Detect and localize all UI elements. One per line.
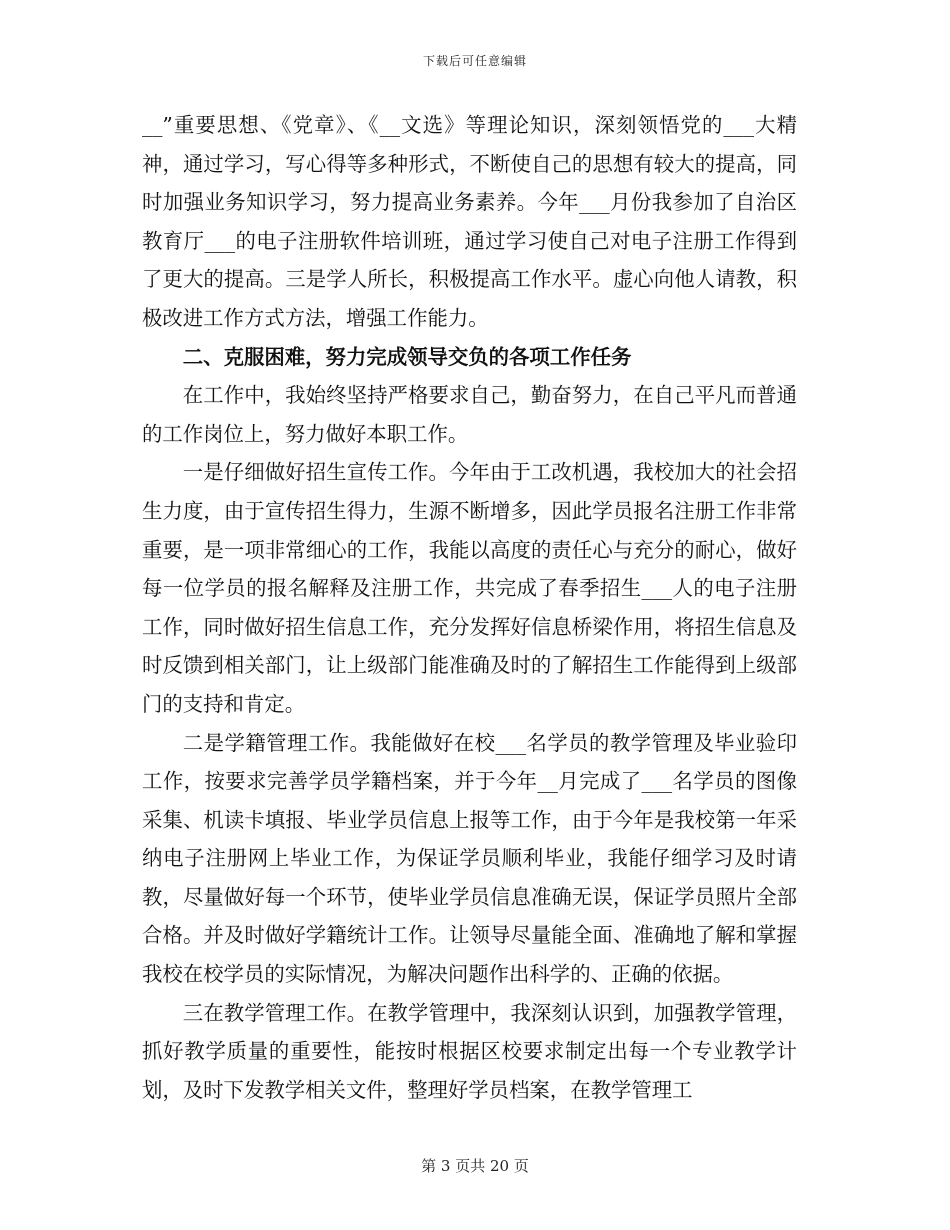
paragraph-student-records: 二是学籍管理工作。我能做好在校___名学员的教学管理及毕业验印工作，按要求完善学员学籍档案，并于今年__月完成了___名学员的图像采集、机读卡填报、毕业学员信息上报等工作，由于今年是我校第一年采纳电子注册网上毕业工作，为保证学员顺利毕业，我能仔细学习及时请教，尽量做好每一个环节，使毕业学员信息准确无误，保证学员照片全部合格。并及时做好学籍统计工作。让领导尽量能全面、准确地了解和掌握我校在校学员的实际情况，为解决问题作出科学的、正确的依据。 — [142, 730, 797, 987]
paragraph-continuation: __”重要思想、《党章》、《__文选》等理论知识，深刻领悟党的___大精神，通过学习，写心得等多种形式，不断使自己的思想有较大的提高，同时加强业务知识学习，努力提高业务素养。今年___月份我参加了自治区教育厅___的电子注册软件培训班，通过学习使自己对电子注册工作得到了更大的提高。三是学人所长，积极提高工作水平。虚心向他人请教，积极改进工作方式方法，增强工作能力。 — [142, 113, 797, 330]
section-heading: 二、克服困难，努力完成领导交负的各项工作任务 — [182, 344, 632, 369]
paragraph-enrollment: 一是仔细做好招生宣传工作。今年由于工改机遇，我校加大的社会招生力度，由于宣传招生得力，生源不断增多，因此学员报名注册工作非常重要，是一项非常细心的工作，我能以高度的责任心与充分的耐心，做好每一位学员的报名解释及注册工作，共完成了春季招生___人的电子注册工作，同时做好招生信息工作，充分发挥好信息桥梁作用，将招生信息及时反馈到相关部门，让上级部门能准确及时的了解招生工作能得到上级部门的支持和肯定。 — [142, 460, 797, 716]
page-footer: 第 3 页共 20 页 — [421, 1157, 529, 1175]
paragraph-intro: 在工作中，我始终坚持严格要求自己，勤奋努力，在自己平凡而普通的工作岗位上，努力做好本职工作。 — [142, 383, 797, 446]
document-body — [142, 106, 797, 1109]
paragraph-teaching-management: 三在教学管理工作。在教学管理中，我深刻认识到，加强教学管理，抓好教学质量的重要性，能按时根据区校要求制定出每一个专业教学计划，及时下发教学相关文件，整理好学员档案，在教学管理工 — [142, 1000, 797, 1102]
page-header: 下载后可任意编辑 — [422, 54, 527, 68]
